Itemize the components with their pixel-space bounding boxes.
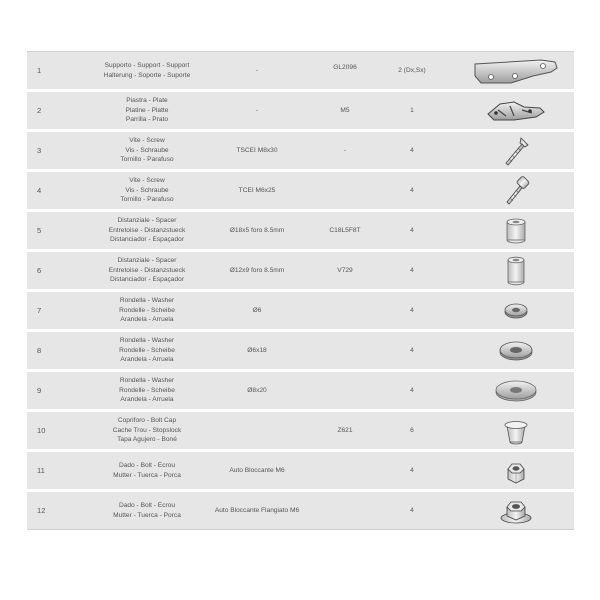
description-line: Distanziale - Spacer — [117, 257, 177, 265]
item-description — [77, 92, 217, 129]
item-code — [315, 292, 375, 329]
item-number: 6 — [37, 265, 42, 275]
item-description — [77, 212, 217, 249]
description-line: Piastra - Plate — [126, 97, 168, 105]
description-line: Vis - Schraube — [125, 146, 169, 154]
item-code — [315, 172, 375, 209]
item-number: 9 — [37, 385, 42, 395]
item-number: 8 — [37, 345, 42, 355]
table-row — [27, 252, 574, 292]
description-line: Mutter - Tuerca - Porca — [113, 471, 181, 479]
flanged-nut-icon — [457, 492, 574, 529]
item-quantity: 4 — [410, 506, 414, 514]
item-code: C18L5F8T — [329, 226, 361, 234]
description-line: Entretoise - Distanzstueck — [108, 266, 186, 274]
item-quantity: 4 — [410, 266, 414, 274]
item-specification: - — [255, 106, 259, 114]
item-description — [77, 372, 217, 409]
table-row — [27, 172, 574, 212]
bolt-cap-icon — [457, 412, 574, 449]
description-line: Vis - Schraube — [125, 186, 169, 194]
description-line: Tornillo - Parafuso — [120, 156, 174, 164]
item-code: M5 — [340, 106, 350, 114]
description-line: Arandela - Arruela — [120, 396, 174, 404]
item-number: 10 — [37, 425, 46, 435]
washer-large-icon — [457, 372, 574, 409]
item-specification: Auto Bloccante M6 — [229, 466, 285, 474]
item-description — [77, 172, 217, 209]
description-line: Rondella - Washer — [119, 337, 175, 345]
description-line: Arandela - Arruela — [120, 356, 174, 364]
table-row — [27, 212, 574, 252]
description-line: Dado - Bolt - Ecrou — [118, 502, 176, 510]
description-line: Vite - Screw — [129, 137, 165, 145]
item-code — [315, 332, 375, 369]
description-line: Distanziale - Spacer — [117, 217, 177, 225]
item-specification: Auto Bloccante Flangiato M6 — [214, 506, 300, 514]
description-line: Dado - Bolt - Ecrou — [118, 462, 176, 470]
description-line: Copriforo - Bolt Cap — [117, 417, 177, 425]
item-quantity: 4 — [410, 226, 414, 234]
item-number: 7 — [37, 305, 42, 315]
item-description — [77, 132, 217, 169]
table-row — [27, 412, 574, 452]
description-line: Parrilla - Prato — [125, 116, 169, 124]
description-line: Halterung - Soporte - Suporte — [103, 71, 191, 79]
description-line: Entretoise - Distanzstueck — [108, 226, 186, 234]
description-line: Rondelle - Scheibe — [119, 346, 175, 354]
item-specification: - — [255, 66, 259, 74]
description-line: Distanciador - Espaçador — [109, 276, 185, 284]
item-specification: Ø12x9 foro 8.5mm — [229, 266, 285, 274]
item-number: 2 — [37, 105, 42, 115]
description-line: Rondella - Washer — [119, 297, 175, 305]
item-description — [77, 252, 217, 289]
description-line: Distanciador - Espaçador — [109, 236, 185, 244]
item-specification: Ø6x18 — [247, 346, 267, 354]
item-description — [77, 52, 217, 89]
item-quantity: 4 — [410, 306, 414, 314]
table-row — [27, 492, 574, 530]
description-line: Cache Trou - Stopslock — [112, 426, 182, 434]
item-code: Z621 — [337, 426, 353, 434]
bracket-icon — [457, 52, 574, 89]
item-number: 11 — [37, 465, 45, 475]
table-row — [27, 332, 574, 372]
description-line: Rondella - Washer — [119, 377, 175, 385]
table-row — [27, 292, 574, 332]
description-line: Mutter - Tuerca - Porca — [113, 511, 181, 519]
washer-medium-icon — [457, 332, 574, 369]
item-specification: TCEI M6x25 — [238, 186, 276, 194]
item-quantity: 4 — [410, 346, 414, 354]
item-quantity: 2 (Dx,Sx) — [398, 66, 426, 74]
item-code — [315, 492, 375, 529]
lock-nut-icon — [457, 452, 574, 489]
item-description — [77, 452, 217, 489]
item-specification: TSCEI M8x30 — [236, 146, 278, 154]
item-number: 3 — [37, 145, 42, 155]
table-row — [27, 372, 574, 412]
item-code: GL2096 — [333, 64, 357, 71]
description-line: Tapa Agujero - Boné — [117, 436, 177, 444]
item-quantity: 4 — [410, 386, 414, 394]
table-row — [27, 51, 574, 92]
item-code — [315, 452, 375, 489]
spacer-short-icon — [457, 212, 574, 249]
item-quantity: 4 — [410, 146, 414, 154]
item-specification: Ø6 — [252, 306, 262, 314]
item-number: 1 — [37, 65, 42, 75]
item-description — [77, 412, 217, 449]
description-line: Vite - Screw — [129, 177, 165, 185]
item-number: 4 — [37, 185, 42, 195]
countersunk-screw-icon — [457, 132, 574, 169]
item-specification: Ø8x20 — [247, 386, 267, 394]
spacer-tall-icon — [457, 252, 574, 289]
item-description — [77, 292, 217, 329]
description-line: Supporto - Support - Support — [104, 62, 190, 70]
socket-screw-icon — [457, 172, 574, 209]
table-row — [27, 132, 574, 172]
description-line: Tornillo - Parafuso — [120, 196, 174, 204]
item-quantity: 6 — [410, 426, 414, 434]
description-line: Rondelle - Scheibe — [119, 306, 175, 314]
item-specification: Ø18x5 foro 8.5mm — [229, 226, 285, 234]
item-code: V729 — [337, 266, 353, 274]
table-row — [27, 92, 574, 132]
description-line: Rondelle - Scheibe — [119, 386, 175, 394]
item-code — [315, 372, 375, 409]
item-quantity: 4 — [410, 186, 414, 194]
item-number: 12 — [37, 505, 46, 515]
item-number: 5 — [37, 225, 42, 235]
item-quantity: 4 — [410, 466, 414, 474]
item-description — [77, 332, 217, 369]
washer-small-icon — [457, 292, 574, 329]
table-row — [27, 452, 574, 492]
parts-table — [27, 51, 574, 530]
description-line: Arandela - Arruela — [120, 316, 174, 324]
item-quantity: 1 — [410, 106, 414, 114]
item-specification — [202, 412, 312, 449]
plate-icon — [457, 92, 574, 129]
description-line: Platine - Platte — [125, 106, 169, 114]
item-code: - — [343, 146, 347, 154]
item-description — [77, 492, 217, 529]
